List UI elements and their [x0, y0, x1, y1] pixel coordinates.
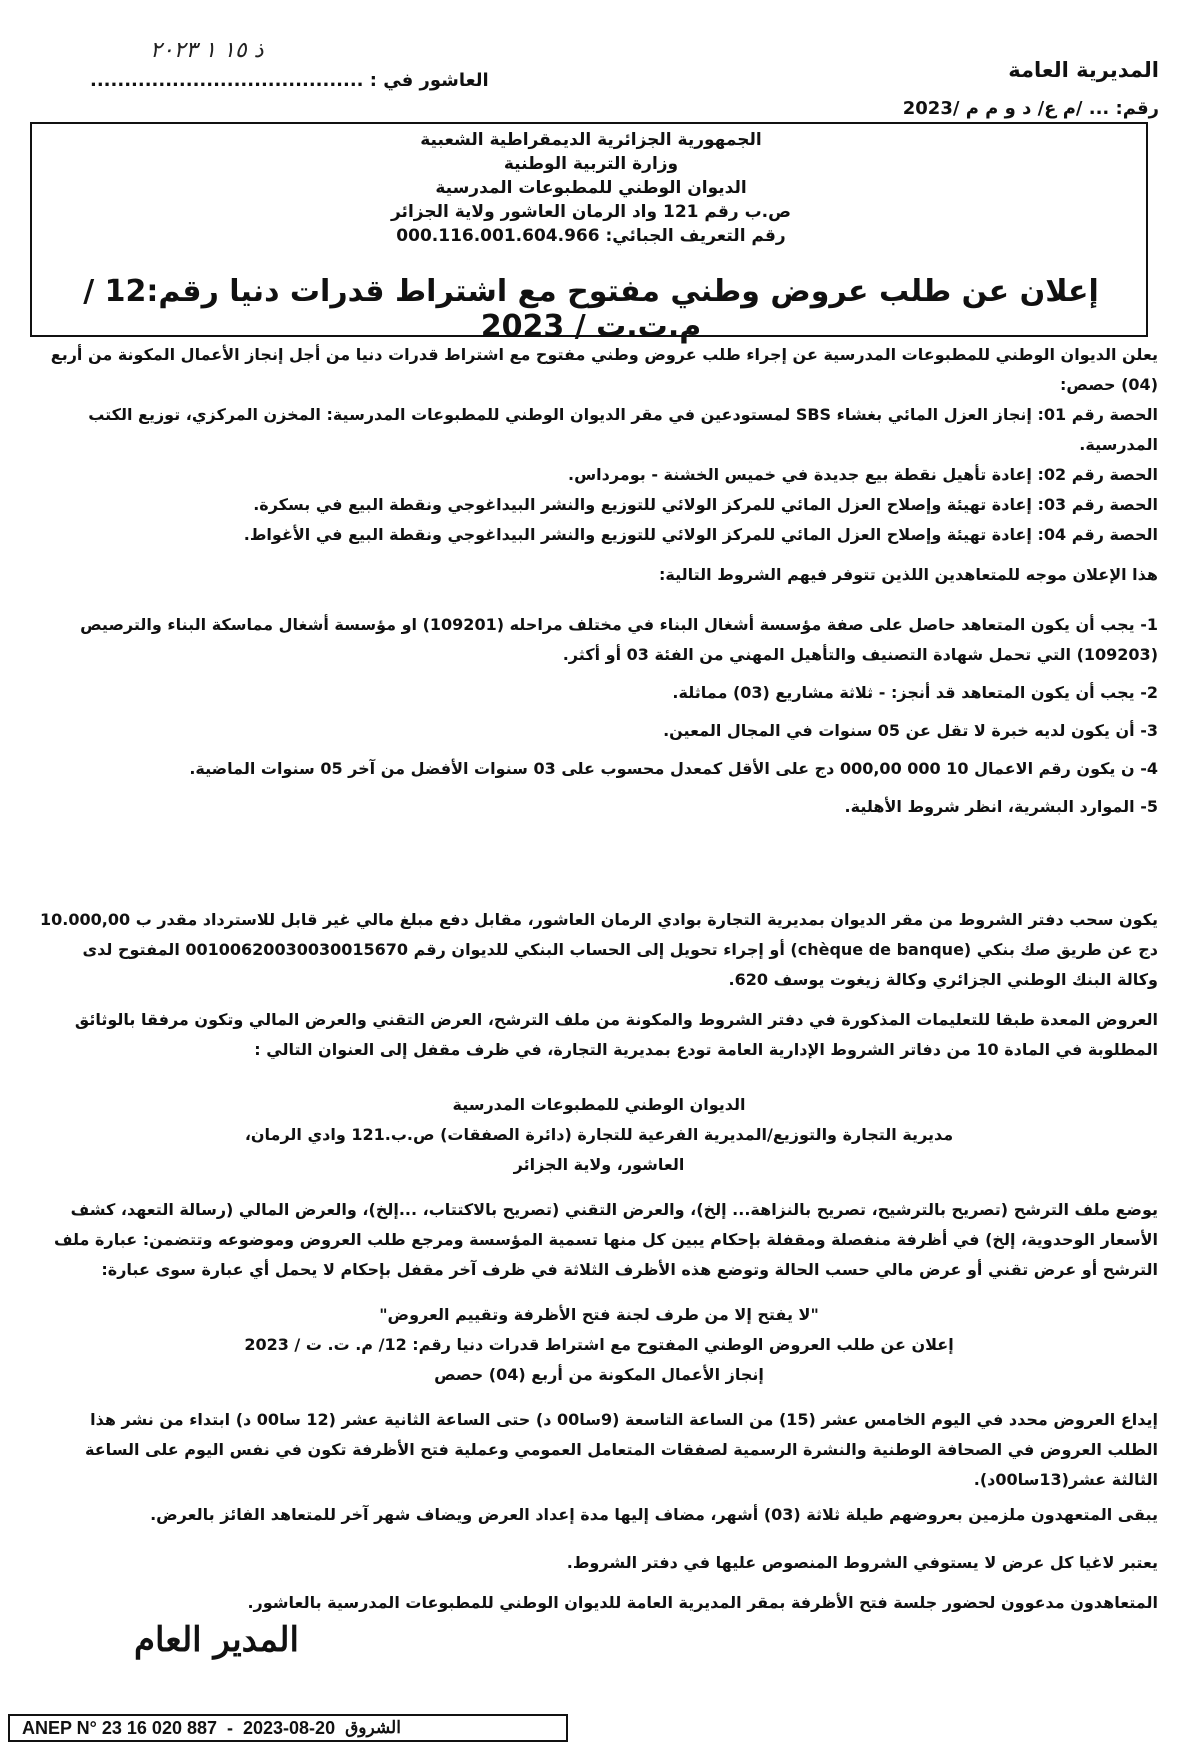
office-name: الديوان الوطني للمطبوعات المدرسية [435, 178, 747, 198]
director-signature: المدير العام [134, 1620, 299, 1660]
announcement-title: إعلان عن طلب عروض وطني مفتوح مع اشتراط قدرات دنيا رقم:12 / م.ت.ت / 2023 [83, 274, 1099, 344]
lot-item: الحصة رقم 04: إعادة تهيئة وإصلاح العزل المائي للمركز الولائي للتوزيع والنشر البيداغوجي ونقطة البيع في الأغواط. [243, 525, 1158, 544]
ministry-name: وزارة التربية الوطنية [503, 154, 679, 174]
address-line: مديرية التجارة والتوزيع/المديرية الفرعية للتجارة (دائرة الصفقات) ص.ب.121 وادي الرمان، [244, 1125, 954, 1144]
deposit-paragraph: إيداع العروض محدد في اليوم الخامس عشر (15) من الساعة التاسعة (9سا00 د) حتى الساعة الثانية عشر (12 سا00 د) ابتداء من نشر هذا الطلب العروض في الصحافة الوطنية والنشرة الرسمية لصفقات المتعامل العمومي وعملية فتح الأظرفة تكون في نفس اليوم على الساعة الثالثة عشر(13سا00د). [85, 1410, 1158, 1489]
lots-list [40, 400, 1158, 550]
tax-id: رقم التعريف الجبائي: 000.116.001.604.966 [396, 226, 786, 246]
invite-paragraph: المتعاهدون مدعوون لحضور جلسة فتح الأظرفة بمقر المديرية العامة للديوان الوطني للمطبوعات المدرسية بالعاشور. [247, 1593, 1158, 1612]
conditions-intro: هذا الإعلان موجه للمتعاهدين اللذين تتوفر فيهم الشروط التالية: [658, 565, 1158, 584]
newspaper-name: الشروق [345, 1718, 401, 1738]
withdrawal-paragraph: يكون سحب دفتر الشروط من مقر الديوان بمديرية التجارة بوادي الرمان العاشور، مقابل دفع مبلغ مالي غير قابل للاسترداد مقدر ب 10.000,00 دج عن طريق صك بنكي (chèque de banque) أو إجراء تحويل إلى الحساب البنكي للديوان رقم 00100620030030015670 المفتوح لدى وكالة البنك الوطني الجزائري وكالة زيغوت يوسف 620. [40, 910, 1158, 989]
void-paragraph: يعتبر لاغيا كل عرض لا يستوفي الشروط المنصوص عليها في دفتر الشروط. [566, 1553, 1158, 1572]
condition-item: 3- أن يكون لديه خبرة لا تقل عن 05 سنوات في المجال المعين. [663, 721, 1158, 740]
lot-item: الحصة رقم 01: إنجاز العزل المائي بغشاء SBS لمستودعين في مقر الديوان الوطني للمطبوعات المدرسية: المخزن المركزي، توزيع الكتب المدرسية. [88, 405, 1158, 454]
header-box [30, 122, 1148, 344]
condition-item: 1- يجب أن يكون المتعاهد حاصل على صفة مؤسسة أشغال البناء في مختلف مراحله (109201) او مؤسسة أشغال مماسكة البناء والترصيص (109203) التي تحمل شهادة التصنيف والتأهيل المهني من الفئة 03 أو أكثر. [80, 615, 1158, 664]
lot-item: الحصة رقم 03: إعادة تهيئة وإصلاح العزل المائي للمركز الولائي للتوزيع والنشر البيداغوجي ونقطة البيع في بسكرة. [253, 495, 1158, 514]
condition-item: 2- يجب أن يكون المتعاهد قد أنجز: - ثلاثة مشاريع (03) مماثلة. [672, 683, 1158, 702]
offers-paragraph: العروض المعدة طبقا للتعليمات المذكورة في دفتر الشروط والمكونة من ملف الترشح، العرض التقني والعرض المالي وتكون مرفقا بالوثائق المطلوبة في المادة 10 من دفاتر الشروط الإدارية العامة تودع بمديرية التجارة، في ظرف مقفل إلى العنوان التالي : [74, 1010, 1158, 1059]
intro-paragraph: يعلن الديوان الوطني للمطبوعات المدرسية عن إجراء طلب عروض وطني مفتوح مع اشتراط قدرات دنيا من أجل إنجاز الأعمال المكونة من أربع (04) حصص: [50, 345, 1158, 394]
republic-name: الجمهورية الجزائرية الديمقراطية الشعبية [420, 130, 762, 150]
envelope-paragraph: يوضع ملف الترشح (تصريح بالترشيح، تصريح بالنزاهة... إلخ)، والعرض التقني (تصريح بالاكتتاب، ...إلخ)، والعرض المالي (رسالة التعهد، كشف الأسعار الوحدوية، إلخ) في أظرفة منفصلة ومقفلة بإحكام يبين كل منها تسمية المؤسسة ومرجع طلب العروض وموضوعه وتتضمن: عبارة ملف الترشح أو عرض تقني أو عرض مالي حسب الحالة وتوضع هذه الأظرف الثلاثة في ظرف آخر مقفل بإحكام لا يحمل أي عبارة سوى عبارة: [53, 1200, 1158, 1279]
publication-date: 2023-08-20 [243, 1717, 336, 1738]
directorate-label: المديرية العامة [1008, 58, 1159, 82]
envelope-label-line: "لا يفتح إلا من طرف لجنة فتح الأظرفة وتقييم العروض" [379, 1305, 819, 1324]
handwritten-note: ذ ١٥ ١ ٢٠٢٣ [150, 38, 264, 63]
condition-item: 4- ن يكون رقم الاعمال 10 000 000,00 دج على الأقل كمعدل محسوب على 03 سنوات الأفضل من آخر 05 سنوات الماضية. [189, 759, 1158, 778]
office-address: ص.ب رقم 121 واد الرمان العاشور ولاية الجزائر [390, 202, 791, 222]
address-line: الديوان الوطني للمطبوعات المدرسية [452, 1095, 746, 1114]
condition-item: 5- الموارد البشرية، انظر شروط الأهلية. [844, 797, 1158, 816]
footer-box [8, 1714, 568, 1742]
anep-number: ANEP N° 23 16 020 887 [22, 1717, 217, 1738]
address-block [40, 1090, 1158, 1180]
envelope-label-line: إنجاز الأعمال المكونة من أربع (04) حصص [434, 1365, 764, 1384]
envelope-label-block [40, 1300, 1158, 1390]
reference-number: رقم: ... /م ع/ د و م م /2023 [902, 98, 1159, 119]
lot-item: الحصة رقم 02: إعادة تأهيل نقطة بيع جديدة في خميس الخشنة - بومرداس. [568, 465, 1158, 484]
ashour-date-line: العاشور في : ........................................ [90, 70, 489, 91]
footer-separator: - [227, 1717, 233, 1738]
validity-paragraph: يبقى المتعهدون ملزمين بعروضهم طيلة ثلاثة (03) أشهر، مضاف إليها مدة إعداد العرض ويضاف شهر آخر للمتعاهد الفائز بالعرض. [150, 1505, 1158, 1524]
conditions-list [40, 610, 1158, 822]
envelope-label-line: إعلان عن طلب العروض الوطني المفتوح مع اشتراط قدرات دنيا رقم: 12/ م. ت. ت / 2023 [244, 1335, 954, 1354]
address-line: العاشور، ولاية الجزائر [513, 1155, 685, 1174]
